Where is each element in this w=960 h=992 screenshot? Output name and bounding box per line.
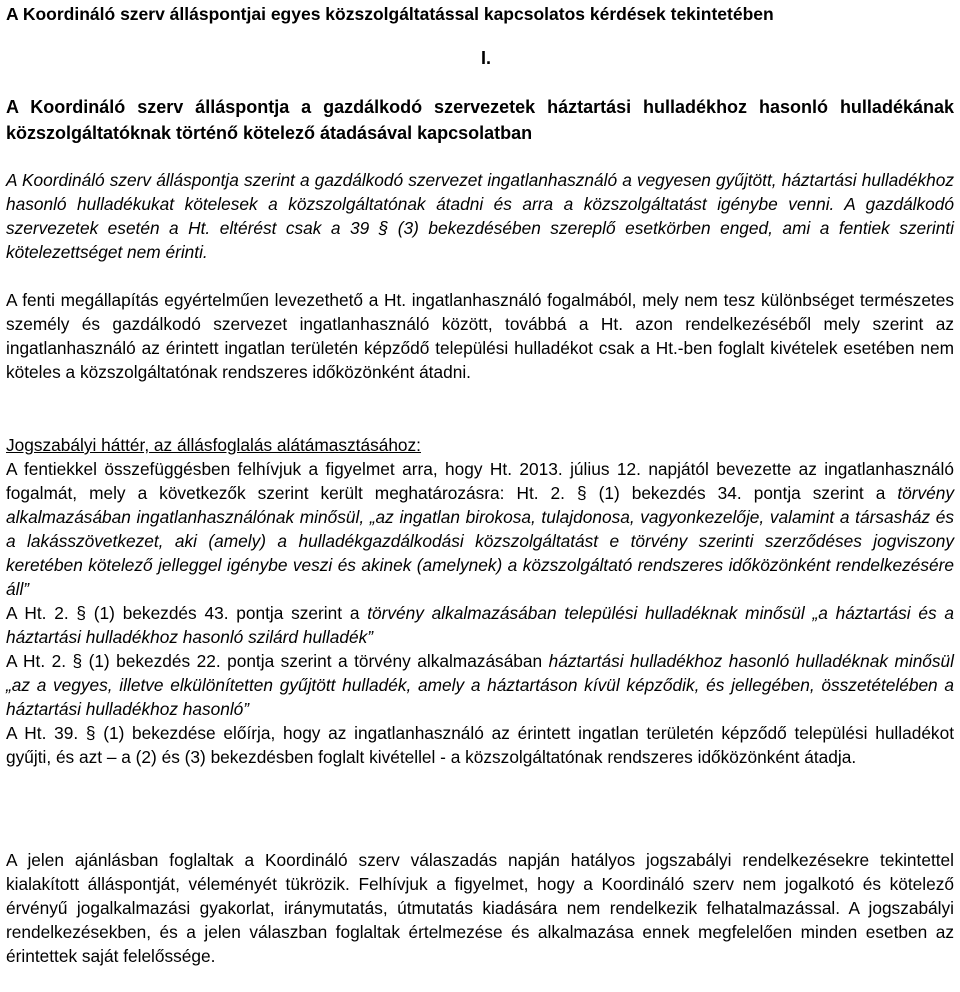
legal-point-34 bbox=[6, 457, 954, 601]
closing-paragraph: A jelen ajánlásban foglaltak a Koordináló szerv válaszadás napján hatályos jogszabályi rendelkezésekre tekintettel kialakított álláspontját, véleményét tükrözik. Felhívjuk a figyelmet, hogy a Koordináló szerv nem jogalkotó és kötelező érvényű jogalkalmazási gyakorlat, iránymutatás, útmutatás kiadására nem rendelkezik felhatalmazással. A jogszabályi rendelkezésekben, és a jelen válaszban foglaltak értelmezése és alkalmazása ennek megfelelően minden esetben az érintettek saját felelőssége. bbox=[6, 850, 954, 966]
legal-background-heading: Jogszabályi háttér, az állásfoglalás alátámasztásához: bbox=[6, 435, 421, 455]
position-statement: A Koordináló szerv álláspontja szerint a gazdálkodó szervezet ingatlanhasználó a vegyesen gyűjtött, háztartási hulladékhoz hasonló hulladékukat kötelesek a közszolgáltatónak átadni és arra a közszolgáltatást igénybe venni. A gazdálkodó szervezetek esetén a Ht. eltérést csak a 39 § (3) bekezdésében szereplő esetkörben enged, ami a fentiek szerinti kötelezettséget nem érinti. bbox=[6, 170, 954, 262]
legal-point-22 bbox=[6, 649, 954, 721]
document-title: A Koordináló szerv álláspontjai egyes közszolgáltatással kapcsolatos kérdések tekintetében bbox=[6, 4, 774, 24]
legal-point-34-intro: A fentiekkel összefüggésben felhívjuk a figyelmet arra, hogy Ht. 2013. július 12. napjától bevezette az ingatlanhasználó fogalmát, mely a következők szerint került meghatározásra: Ht. 2. § (1) bekezdés 34. pontja szerint a bbox=[6, 459, 954, 503]
legal-point-34-definition: törvény alkalmazásában ingatlanhasználónak minősül, „az ingatlan birokosa, tulajdonosa, vagyonkezelője, valamint a társasház és a lakásszövetkezet, aki (amely) a hulladékgazdálkodási közszolgáltatást e törvény szerinti szerződéses jogviszony keretében kötelező jelleggel igénybe veszi és akinek (amelynek) a közszolgáltató rendszeres időközönként rendelkezésére áll” bbox=[6, 483, 954, 599]
section-number: I. bbox=[480, 48, 491, 68]
legal-point-43-definition: törvény alkalmazásában települési hulladéknak minősül „a háztartási és a háztartási hulladékhoz hasonló szilárd hulladék” bbox=[6, 603, 954, 647]
legal-point-39: A Ht. 39. § (1) bekezdése előírja, hogy az ingatlanhasználó az érintett ingatlan területén képződő települési hulladékot gyűjti, és azt – a (2) és (3) bekezdésben foglalt kivétellel - a közszolgáltatónak rendszeres időközönként átadja. bbox=[6, 723, 954, 767]
paragraph-reasoning: A fenti megállapítás egyértelműen levezethető a Ht. ingatlanhasználó fogalmából, mely nem tesz különbséget természetes személy és gazdálkodó szervezet ingatlanhasználó között, továbbá a Ht. azon rendelkezéséből mely szerint az ingatlanhasználó az érintett ingatlan területén képződő települési hulladékot csak a Ht.-ben foglalt kivételek esetében nem köteles a közszolgáltatónak rendszeres időközönként átadni. bbox=[6, 290, 954, 382]
section-heading: A Koordináló szerv álláspontja a gazdálkodó szervezetek háztartási hulladékhoz hasonló hulladékának közszolgáltatóknak történő kötelező átadásával kapcsolatban bbox=[6, 97, 954, 143]
legal-point-22-intro: A Ht. 2. § (1) bekezdés 22. pontja szerint a törvény alkalmazásában bbox=[6, 651, 543, 671]
legal-point-22-definition: háztartási hulladékhoz hasonló hulladéknak minősül „az a vegyes, illetve elkülönítetten gyűjtött hulladék, amely a háztartáson kívül képződik, és jellegében, összetételében a háztartási hulladékhoz hasonló” bbox=[6, 651, 955, 719]
legal-background bbox=[6, 433, 954, 769]
legal-point-43 bbox=[6, 601, 954, 649]
legal-point-43-intro: A Ht. 2. § (1) bekezdés 43. pontja szerint a bbox=[6, 603, 360, 623]
